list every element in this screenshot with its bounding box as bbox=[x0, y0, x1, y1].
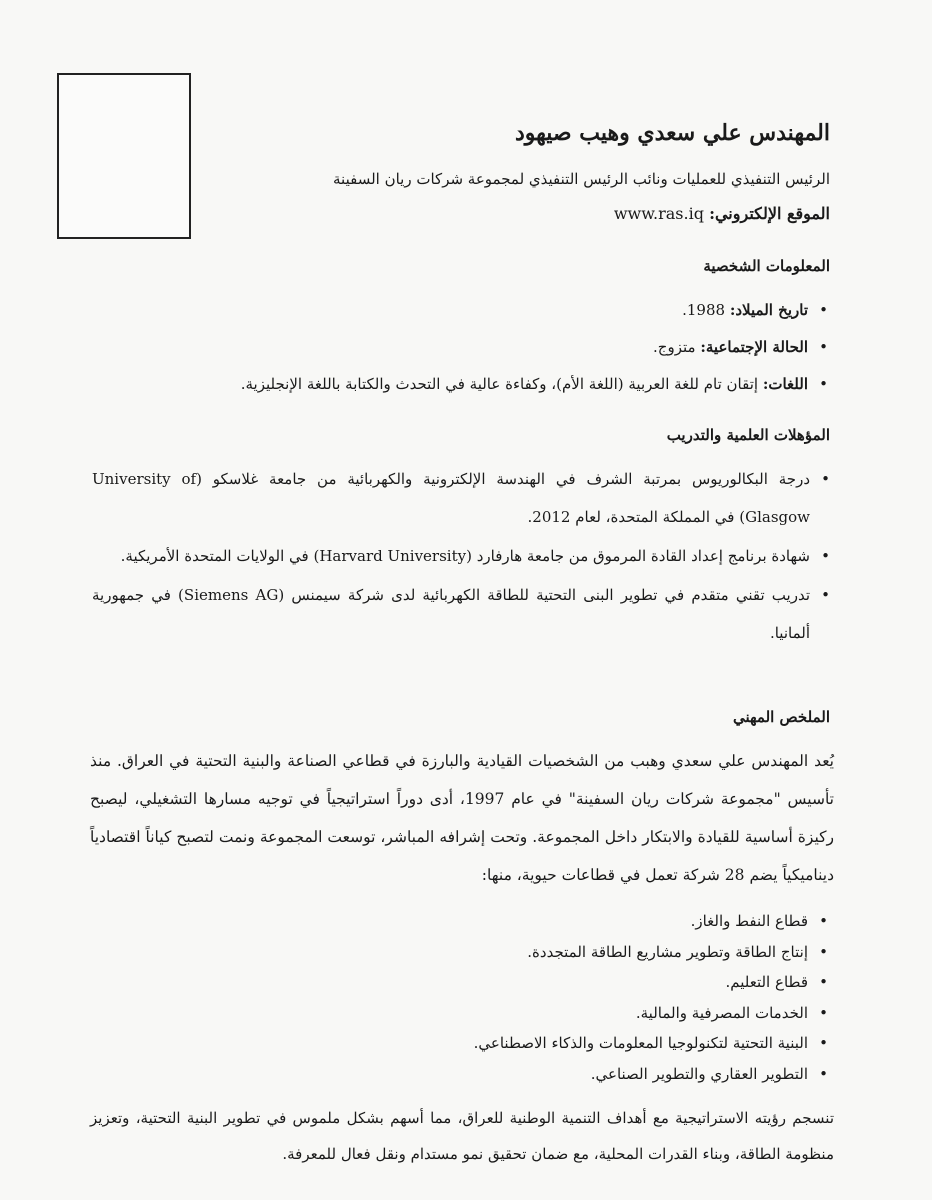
website-url[interactable]: www.ras.iq bbox=[613, 204, 704, 223]
sector-item: • البنية التحتية لتكنولوجيا المعلومات والذكاء الاصطناعي. bbox=[230, 1028, 830, 1059]
section-title-personal: المعلومات الشخصية bbox=[703, 257, 830, 275]
website-label: الموقع الإلكتروني: bbox=[709, 204, 830, 223]
personal-info-list bbox=[100, 292, 830, 403]
sector-item: • إنتاج الطاقة وتطوير مشاريع الطاقة المتجددة. bbox=[230, 937, 830, 968]
section-title-summary: الملخص المهني bbox=[732, 708, 830, 726]
photo-placeholder bbox=[57, 73, 191, 239]
summary-paragraph: يُعد المهندس علي سعدي وهبب من الشخصيات القيادية والبارزة في قطاعي الصناعة والبنية التحتية في العراق. منذ تأسيس "مجموعة شركات ريان السفينة" في عام 1997، أدى دوراً استراتيجياً في توجيه مسارها التشغيلي، ليصبح ركيزة أساسية للقيادة والابتكار داخل المجموعة. وتحت إشرافه المباشر، توسعت المجموعة ونمت لتصبح كياناً اقتصادياً ديناميكياً يضم 28 شركة تعمل في قطاعات حيوية، منها: bbox=[90, 752, 834, 884]
section-title-qualifications: المؤهلات العلمية والتدريب bbox=[666, 426, 830, 444]
website-line bbox=[614, 204, 830, 223]
sectors-list bbox=[230, 906, 830, 1089]
qualification-item: • شهادة برنامج إعداد القادة المرموق من جامعة هارفارد (Harvard University) في الولايات المتحدة الأمريكية. bbox=[92, 537, 832, 575]
person-name: المهندس علي سعدي وهيب صيهود bbox=[514, 120, 830, 146]
qualifications-list bbox=[92, 460, 832, 652]
qualification-item: • درجة البكالوريوس بمرتبة الشرف في الهندسة الإلكترونية والكهربائية من جامعة غلاسكو (University of Glasgow) في المملكة المتحدة، لعام 2012. bbox=[92, 460, 832, 536]
sector-item: • قطاع التعليم. bbox=[230, 967, 830, 998]
job-title: الرئيس التنفيذي للعمليات ونائب الرئيس التنفيذي لمجموعة شركات ريان السفينة bbox=[333, 170, 830, 188]
qualification-item: • تدريب تقني متقدم في تطوير البنى التحتية للطاقة الكهربائية لدى شركة سيمنس (Siemens AG) في جمهورية ألمانيا. bbox=[92, 576, 832, 652]
personal-item-birthdate: • تاريخ الميلاد: 1988. bbox=[100, 292, 830, 329]
closing-paragraph: تنسجم رؤيته الاستراتيجية مع أهداف التنمية الوطنية للعراق، مما أسهم بشكل ملموس في تطوير البنية التحتية، وتعزيز منظومة الطاقة، وبناء القدرات المحلية، مع ضمان تحقيق نمو مستدام ونقل فعال للمعرفة. bbox=[90, 1109, 834, 1163]
sector-item: • الخدمات المصرفية والمالية. bbox=[230, 998, 830, 1029]
sector-item: • قطاع النفط والغاز. bbox=[230, 906, 830, 937]
personal-item-marital-status: • الحالة الإجتماعية: متزوج. bbox=[100, 329, 830, 366]
sector-item: • التطوير العقاري والتطوير الصناعي. bbox=[230, 1059, 830, 1090]
personal-item-languages: • اللغات: إتقان تام للغة العربية (اللغة الأم)، وكفاءة عالية في التحدث والكتابة باللغة الإنجليزية. bbox=[100, 366, 830, 403]
